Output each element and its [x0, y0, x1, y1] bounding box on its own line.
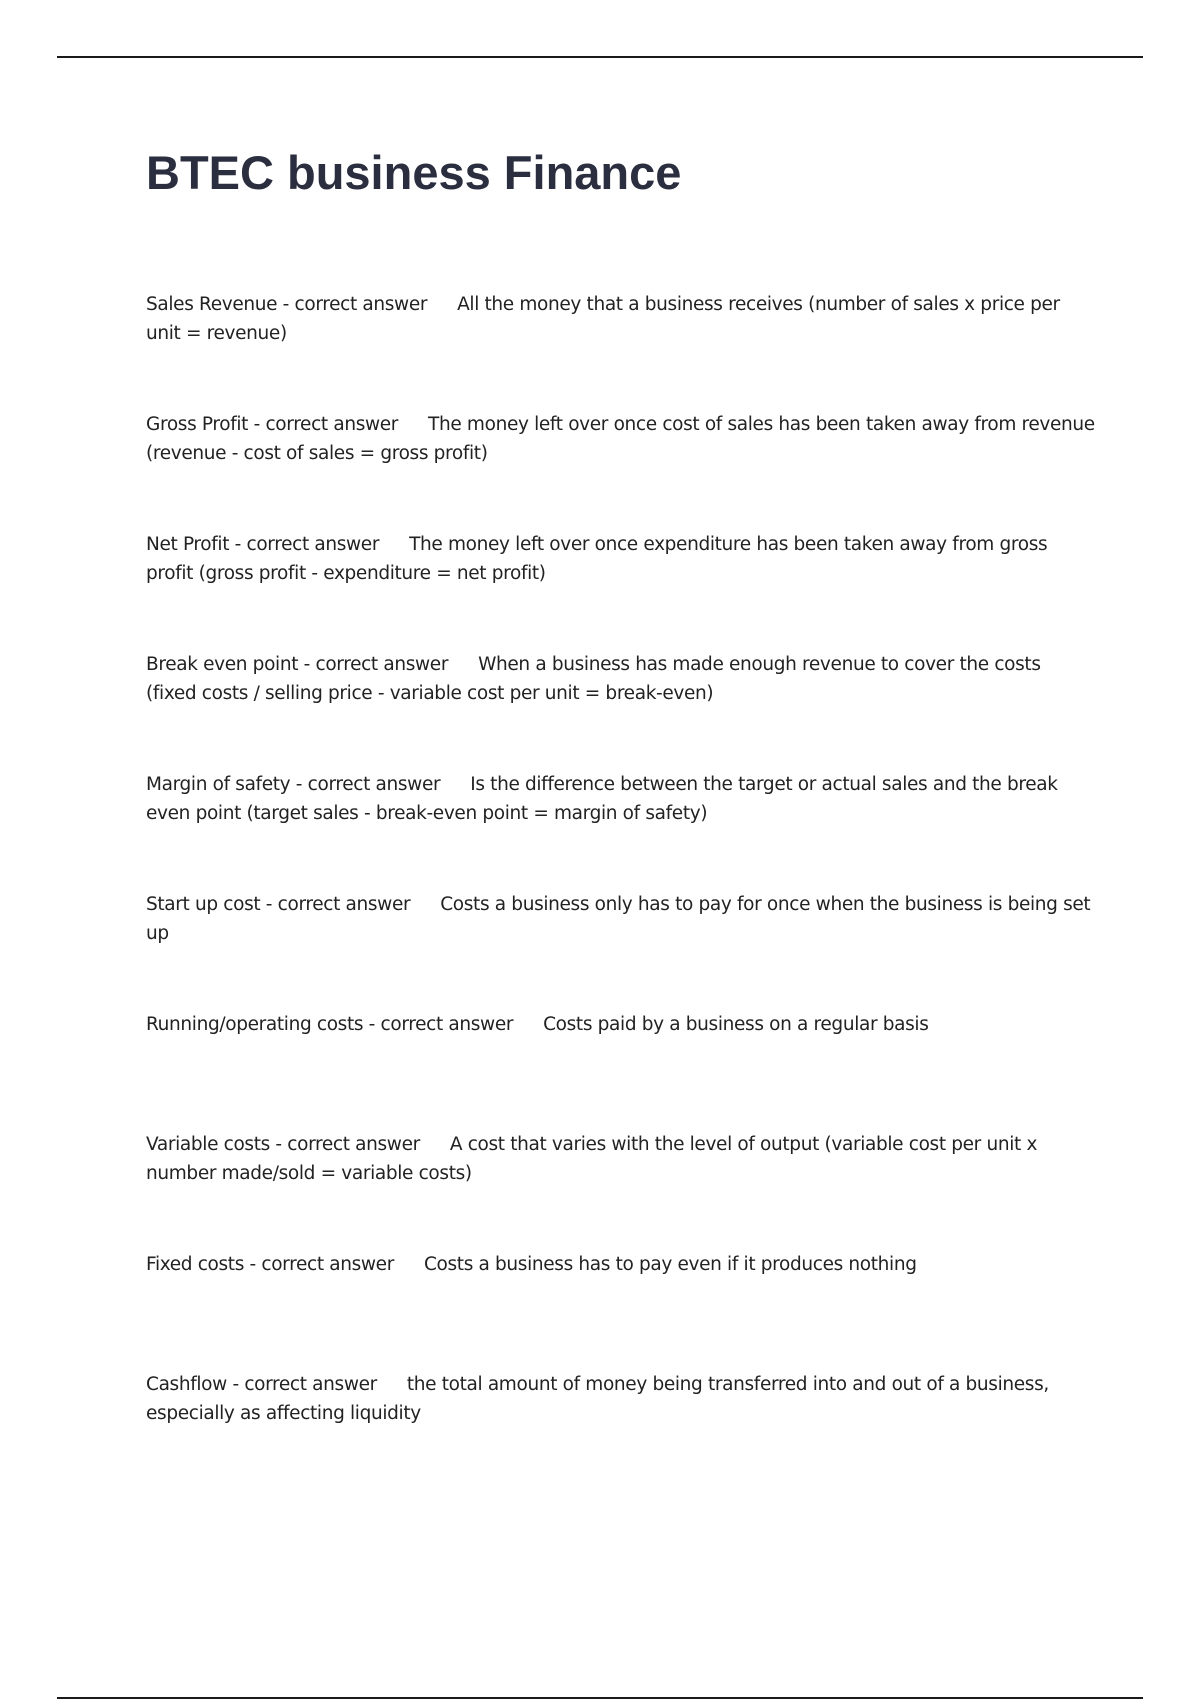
entry-definition: Is the difference between the target or actual sales and the break even point (target sales - break-even point = margin of safety)	[146, 774, 1058, 824]
entry-separator: -	[298, 654, 316, 675]
entry-marker: correct answer	[244, 1374, 377, 1395]
entry-marker: correct answer	[380, 1014, 514, 1035]
entry-term: Gross Profit	[146, 414, 249, 435]
entry-term: Sales Revenue	[146, 294, 278, 315]
flashcard-entry	[146, 1370, 1096, 1490]
flashcard-entry	[146, 1010, 1096, 1130]
entry-marker: correct answer	[294, 294, 428, 315]
top-divider	[57, 56, 1143, 58]
entry-definition: Costs a business has to pay even if it produces nothing	[423, 1254, 917, 1275]
entry-definition: When a business has made enough revenue to cover the costs (fixed costs / selling price - variable cost per unit = break-even)	[146, 654, 1041, 704]
entry-term: Start up cost	[146, 894, 261, 915]
entry-separator: -	[290, 774, 308, 795]
entry-definition: The money left over once expenditure has been taken away from gross profit (gross profit - expenditure = net profit)	[146, 534, 1048, 584]
entry-marker: correct answer	[287, 1134, 420, 1155]
entry-term: Cashflow	[146, 1374, 227, 1395]
entry-definition: All the money that a business receives (number of sales x price per unit = revenue)	[146, 294, 1060, 344]
entry-marker: correct answer	[277, 894, 411, 915]
entry-separator: -	[363, 1014, 381, 1035]
entry-term: Net Profit	[146, 534, 230, 555]
entry-separator: -	[226, 1374, 245, 1395]
entry-separator: -	[269, 1134, 288, 1155]
entry-separator: -	[244, 1254, 262, 1275]
flashcard-entry	[146, 650, 1096, 770]
flashcard-entry	[146, 770, 1096, 890]
entry-definition: The money left over once cost of sales has been taken away from revenue (revenue - cost of sales = gross profit)	[146, 414, 1095, 464]
flashcard-entry	[146, 530, 1096, 650]
entry-separator: -	[229, 534, 247, 555]
entry-marker: correct answer	[246, 534, 380, 555]
entry-marker: correct answer	[261, 1254, 394, 1275]
entry-definition: Costs a business only has to pay for once when the business is being set up	[146, 894, 1091, 944]
entry-term: Fixed costs	[146, 1254, 244, 1275]
entry-term: Variable costs	[146, 1134, 270, 1155]
entry-marker: correct answer	[307, 774, 441, 795]
entry-definition: the total amount of money being transferred into and out of a business, especially as affecting liquidity	[146, 1374, 1049, 1424]
flashcard-entry	[146, 890, 1096, 1010]
flashcard-list	[146, 290, 1096, 1490]
entry-separator: -	[248, 414, 266, 435]
entry-term: Break even point	[146, 654, 299, 675]
entry-separator: -	[277, 294, 295, 315]
bottom-divider	[57, 1697, 1143, 1699]
flashcard-entry	[146, 410, 1096, 530]
entry-separator: -	[260, 894, 278, 915]
flashcard-entry	[146, 1250, 1096, 1370]
entry-term: Margin of safety	[146, 774, 291, 795]
entry-definition: A cost that varies with the level of output (variable cost per unit x number made/sold = variable costs)	[146, 1134, 1038, 1184]
entry-marker: correct answer	[315, 654, 449, 675]
entry-definition: Costs paid by a business on a regular basis	[543, 1014, 929, 1035]
entry-term: Running/operating costs	[146, 1014, 364, 1035]
entry-marker: correct answer	[265, 414, 399, 435]
flashcard-entry	[146, 1130, 1096, 1250]
page-title: BTEC business Finance	[146, 146, 682, 199]
flashcard-entry	[146, 290, 1096, 410]
